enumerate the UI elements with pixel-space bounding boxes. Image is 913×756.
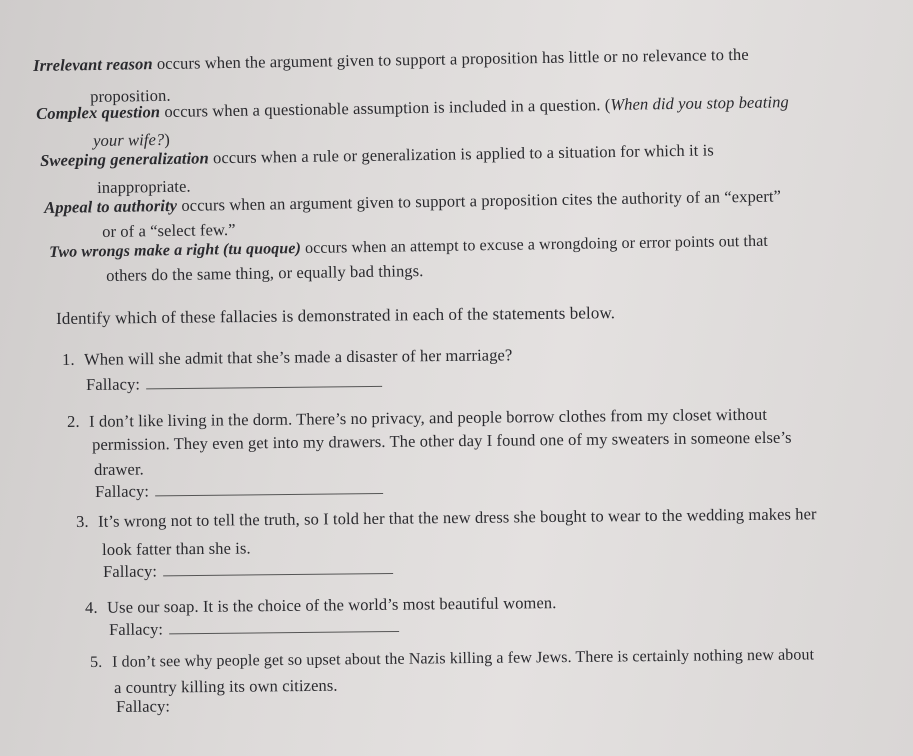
question-text: a country killing its own citizens. xyxy=(114,675,338,697)
instruction-text xyxy=(56,303,615,329)
definition-text: occurs when the argument given to support a proposition has little or no relevance to the xyxy=(152,44,749,74)
definition-text: occurs when a rule or generalization is applied to a situation for which it is xyxy=(208,140,714,168)
fallacy-label: Fallacy: xyxy=(86,374,141,394)
fallacy-answer-blank[interactable] xyxy=(146,372,382,389)
definition-text: occurs when an attempt to excuse a wrongdoing or error points out that xyxy=(300,232,769,258)
definition-complex-question-line2 xyxy=(93,130,170,151)
definition-term: Appeal to authority xyxy=(44,195,178,217)
definition-text: or of a “select few.” xyxy=(102,219,236,241)
fallacy-label: Fallacy: xyxy=(95,481,150,501)
definition-sweeping-generalization-line2 xyxy=(97,177,191,198)
fallacy-answer-blank[interactable] xyxy=(169,617,399,634)
fallacy-label: Fallacy: xyxy=(116,696,171,716)
fallacy-label: Fallacy: xyxy=(109,619,164,639)
definition-example: When did you stop beating xyxy=(610,92,789,114)
definition-term: Sweeping generalization xyxy=(40,148,209,170)
question-number: 5. xyxy=(90,653,103,671)
definition-example: your wife? xyxy=(93,129,165,150)
question-number: 2. xyxy=(67,411,80,431)
definition-irrelevant-reason-line1 xyxy=(33,45,749,76)
definition-term: Two wrongs make a right (tu quoque) xyxy=(49,240,302,261)
definition-text: occurs when an argument given to support a proposition cites the authority of an “expert” xyxy=(176,186,782,215)
definition-text: others do the same thing, or equally bad things. xyxy=(106,261,424,285)
question-5-fallacy xyxy=(116,696,170,717)
fallacy-answer-blank[interactable] xyxy=(163,559,393,576)
instruction-label: Identify which of these fallacies is demonstrated in each of the statements below. xyxy=(56,303,616,328)
definition-term: Complex question xyxy=(36,102,161,123)
question-2-line3 xyxy=(94,459,144,480)
definition-two-wrongs-line2 xyxy=(106,261,424,286)
definition-text: ) xyxy=(164,129,171,149)
question-3-line2 xyxy=(102,538,251,560)
definition-term: Irrelevant reason xyxy=(33,54,153,75)
question-5-line1 xyxy=(90,645,814,673)
question-text: I don’t like living in the dorm. There’s no privacy, and people borrow clothes from my closet without xyxy=(88,404,768,431)
question-3-line1 xyxy=(76,504,817,532)
question-text: look fatter than she is. xyxy=(102,538,251,559)
question-text: drawer. xyxy=(94,459,144,479)
definition-text: inappropriate. xyxy=(97,176,191,197)
definition-text: proposition. xyxy=(90,85,171,106)
question-text: Use our soap. It is the choice of the world’s most beautiful women. xyxy=(106,593,557,617)
fallacy-answer-blank[interactable] xyxy=(155,479,383,496)
question-number: 1. xyxy=(62,349,75,369)
question-number: 3. xyxy=(76,511,89,531)
question-4 xyxy=(85,593,557,618)
question-2-fallacy xyxy=(95,479,383,502)
question-text: When will she admit that she’s made a disaster of her marriage? xyxy=(83,345,513,369)
question-number: 4. xyxy=(85,597,98,617)
question-1 xyxy=(62,345,512,370)
definition-text: occurs when a questionable assumption is included in a question. ( xyxy=(159,94,611,122)
question-5-line2 xyxy=(114,676,338,698)
question-text: It’s wrong not to tell the truth, so I told her that the new dress she bought to wear to the wedding makes her xyxy=(97,504,817,531)
definition-appeal-to-authority-line2 xyxy=(102,220,236,242)
question-1-fallacy xyxy=(86,372,382,395)
question-4-fallacy xyxy=(109,617,399,640)
question-text: permission. They even get into my drawers. The other day I found one of my sweaters in someone else’s xyxy=(92,427,792,454)
question-2-line1 xyxy=(67,405,767,432)
fallacy-label: Fallacy: xyxy=(103,561,158,581)
question-text: I don’t see why people get so upset about the Nazis killing a few Jews. There is certainly nothing new about xyxy=(112,646,815,671)
question-3-fallacy xyxy=(103,559,393,582)
question-2-line2 xyxy=(92,428,792,455)
